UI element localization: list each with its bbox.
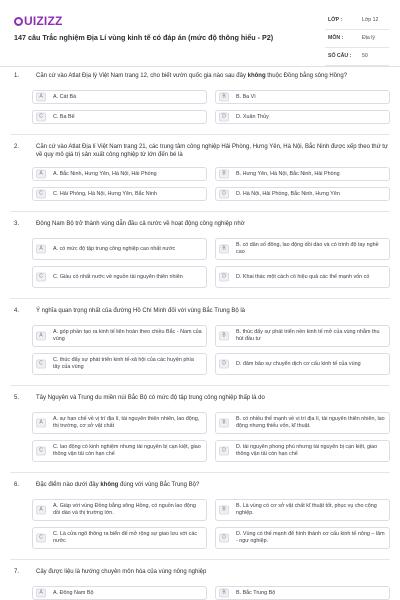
question-stem <box>10 72 390 82</box>
question-text-emphasis: không <box>100 482 119 488</box>
option-letter-badge: B <box>219 332 229 341</box>
answer-option-a[interactable] <box>32 238 207 260</box>
answer-option-c[interactable] <box>32 266 207 288</box>
answer-options <box>32 90 390 124</box>
question-text: Căn cứ vào Atlat Địa lý Việt Nam trang 12, cho biết vườn quốc gia nào sau đây <box>36 73 248 79</box>
divider <box>10 134 390 135</box>
question-text-end: đúng với vùng Bắc Trung Bộ? <box>118 482 200 488</box>
question-number: 2. <box>14 144 20 150</box>
answer-option-b[interactable] <box>215 325 390 347</box>
question-list <box>0 72 400 600</box>
answer-option-a[interactable] <box>32 412 207 434</box>
answer-option-d[interactable] <box>215 187 390 201</box>
answer-option-b[interactable] <box>215 167 390 181</box>
option-letter-badge: B <box>219 245 229 254</box>
option-letter-badge: A <box>36 93 46 102</box>
option-text: B. Hưng Yên, Hà Nội, Bắc Ninh, Hải Phòng <box>236 170 340 177</box>
answer-option-d[interactable] <box>215 353 390 375</box>
option-letter-badge: A <box>36 170 46 179</box>
question-number: 3. <box>14 221 20 227</box>
answer-option-d[interactable] <box>215 440 390 462</box>
option-letter-badge: C <box>36 447 46 456</box>
option-letter-badge: D <box>219 360 229 369</box>
answer-option-b[interactable] <box>215 238 390 260</box>
question-text: Ý nghĩa quan trọng nhất của đường Hồ Chí Minh đối với vùng Bắc Trung Bộ là <box>36 308 246 314</box>
option-letter-badge: D <box>219 273 229 282</box>
logo-text: UIZIZZ <box>24 14 63 28</box>
answer-option-b[interactable] <box>215 586 390 600</box>
answer-option-c[interactable] <box>32 187 207 201</box>
option-text: A. Bắc Ninh, Hưng Yên, Hà Nội, Hải Phòng <box>53 170 157 177</box>
option-letter-badge: D <box>219 190 229 199</box>
option-letter-badge: A <box>36 589 46 598</box>
option-text: D. Khai thác một cách có hiệu quả các thế mạnh vốn có <box>236 273 370 280</box>
option-text: B. có nhiều thế mạnh về vị trí địa lí, tài nguyên thiên nhiên, lao động nhưng thiếu vốn, kĩ thuật. <box>236 416 385 429</box>
option-text: D. Xuân Thủy <box>236 113 269 120</box>
quizizz-logo <box>14 14 63 28</box>
question-text: Cây được liệu là hướng chuyên môn hóa của vùng nông nghiệp <box>36 569 207 575</box>
meta-label: SỐ CÂU : <box>328 53 352 59</box>
answer-option-a[interactable] <box>32 586 207 600</box>
option-text: A. góp phần tạo ra kinh tế liên hoàn theo chiều Bắc - Nam của vùng <box>53 329 202 342</box>
meta-label: MÔN : <box>328 35 344 41</box>
question-stem <box>10 568 390 578</box>
option-letter-badge: D <box>219 447 229 456</box>
option-text: A. Cát Bà <box>53 93 77 100</box>
option-letter-badge: A <box>36 506 46 515</box>
question-text: Căn cứ vào Atlat Địa lí Việt Nam trang 21, các trung tâm công nghiệp Hải Phòng, Hưng Yên, Hà Nội, Bắc Ninh được xếp theo thứ tự về quy mô giá trị sản xuất công nghiệp từ lớn đến bé là <box>36 144 388 158</box>
option-text: B. thúc đẩy sự phát triển nền kinh tế mở của vùng nhằm thu hút đầu tư <box>236 329 380 342</box>
divider <box>10 472 390 473</box>
option-text: C. Là cửa ngõ thông ra biển để mở rộng sự giao lưu với các nước <box>53 531 198 544</box>
question-number: 7. <box>14 569 20 575</box>
answer-option-b[interactable] <box>215 499 390 521</box>
option-letter-badge: A <box>36 419 46 428</box>
answer-option-c[interactable] <box>32 110 207 124</box>
option-text: C. Giàu có nhất nước về nguồn tài nguyên thiên nhiên <box>53 273 183 280</box>
question-stem <box>10 394 390 404</box>
meta-value: Địa lý <box>362 35 375 41</box>
question-1 <box>0 72 400 135</box>
option-text: A. có mức độ tập trung công nghiệp cao nhất nước <box>53 245 176 252</box>
question-7 <box>0 568 400 600</box>
answer-option-a[interactable] <box>32 90 207 104</box>
worksheet-title: 147 câu Trắc nghiệm Địa Lí vùng kinh tế có đáp án (mức độ thông hiểu - P2) <box>14 33 274 42</box>
option-letter-badge: C <box>36 273 46 282</box>
question-4 <box>0 307 400 386</box>
option-letter-badge: B <box>219 589 229 598</box>
answer-options <box>32 325 390 375</box>
answer-option-c[interactable] <box>32 353 207 375</box>
question-text: Đặc điểm nào dưới đây <box>36 482 101 488</box>
meta-value: Lớp 12 <box>362 17 379 23</box>
option-letter-badge: C <box>36 534 46 543</box>
option-letter-badge: D <box>219 113 229 122</box>
question-text-emphasis: không <box>247 73 266 79</box>
question-3 <box>0 220 400 299</box>
answer-option-b[interactable] <box>215 90 390 104</box>
option-text: B. có dân số đông, lao động dồi dào và có trình độ tay nghề cao <box>236 242 379 255</box>
option-text: C. Hải Phòng, Hà Nội, Hưng Yên, Bắc Ninh <box>53 190 157 197</box>
meta-row-class <box>325 12 389 30</box>
question-stem <box>10 307 390 317</box>
meta-row-subject <box>325 30 389 48</box>
answer-option-a[interactable] <box>32 325 207 347</box>
option-text: B. Ba Vì <box>236 93 256 100</box>
divider <box>10 559 390 560</box>
option-letter-badge: B <box>219 419 229 428</box>
option-text: D. Vùng có thế mạnh để hình thành cơ cấu kinh tế nông – lâm - ngư nghiệp. <box>236 531 385 544</box>
option-letter-badge: B <box>219 170 229 179</box>
answer-options <box>32 586 390 600</box>
worksheet-header <box>0 0 400 67</box>
option-text: C. Ba Bể <box>53 113 75 120</box>
option-letter-badge: C <box>36 360 46 369</box>
question-number: 5. <box>14 395 20 401</box>
answer-option-d[interactable] <box>215 527 390 549</box>
option-letter-badge: A <box>36 245 46 254</box>
question-6 <box>0 481 400 560</box>
divider <box>10 385 390 386</box>
option-text: A. Giáp với vùng Đồng bằng sông Hồng, có nguồn lao động dồi dào và thị trường lớn. <box>53 503 196 516</box>
option-letter-badge: A <box>36 332 46 341</box>
answer-options <box>32 167 390 201</box>
meta-value: 50 <box>362 53 368 59</box>
option-text: D. tài nguyên phong phú nhưng tài nguyên bị cạn kiệt, giao thông vận tải còn hạn chế <box>236 444 378 457</box>
option-letter-badge: B <box>219 93 229 102</box>
question-stem <box>10 220 390 230</box>
option-letter-badge: C <box>36 113 46 122</box>
answer-option-d[interactable] <box>215 110 390 124</box>
question-stem <box>10 143 390 159</box>
divider <box>10 298 390 299</box>
option-text: A. sự hạn chế về vị trí địa lí, tài nguyên thiên nhiên, lao động, thị trường, cơ sở vật chất <box>53 416 200 429</box>
answer-option-a[interactable] <box>32 499 207 521</box>
question-2 <box>0 143 400 212</box>
answer-options <box>32 412 390 462</box>
meta-row-count <box>325 48 389 66</box>
answer-option-d[interactable] <box>215 266 390 288</box>
question-text-end: thuộc Đồng bằng sông Hồng? <box>265 73 348 79</box>
option-text: C. lao động có kinh nghiệm nhưng tài nguyên bị cạn kiệt, giao thông vận tải còn hạn chế <box>53 444 201 457</box>
answer-option-a[interactable] <box>32 167 207 181</box>
worksheet-meta <box>325 12 389 66</box>
question-text: Đông Nam Bộ trở thành vùng dẫn đầu cả nước về hoạt động công nghiệp nhờ <box>36 221 245 227</box>
answer-options <box>32 499 390 549</box>
meta-label: LỚP : <box>328 17 343 23</box>
divider <box>10 211 390 212</box>
option-text: D. đảm bảo sự chuyển dịch cơ cấu kinh tế của vùng <box>236 360 361 367</box>
question-number: 6. <box>14 482 20 488</box>
logo-q-icon <box>14 17 23 26</box>
question-number: 1. <box>14 73 20 79</box>
question-number: 4. <box>14 308 20 314</box>
option-text: B. Là vùng có cơ sở vật chất kĩ thuật tốt, phục vụ cho công nghiệp. <box>236 503 377 516</box>
option-text: C. thúc đẩy sự phát triển kinh tế-xã hội của các huyện phía tây của vùng <box>53 357 194 370</box>
answer-option-c[interactable] <box>32 440 207 462</box>
option-text: A. Đông Nam Bộ <box>53 589 94 596</box>
question-stem <box>10 481 390 491</box>
option-letter-badge: B <box>219 506 229 515</box>
option-text: B. Bắc Trung Bộ <box>236 589 276 596</box>
option-letter-badge: D <box>219 534 229 543</box>
question-text: Tây Nguyên và Trung du miền núi Bắc Bộ có mức độ tập trung công nghiệp thấp là do <box>36 395 265 401</box>
answer-options <box>32 238 390 288</box>
option-letter-badge: C <box>36 190 46 199</box>
question-5 <box>0 394 400 473</box>
answer-option-c[interactable] <box>32 527 207 549</box>
answer-option-b[interactable] <box>215 412 390 434</box>
option-text: D. Hà Nội, Hải Phòng, Bắc Ninh, Hưng Yên <box>236 190 340 197</box>
